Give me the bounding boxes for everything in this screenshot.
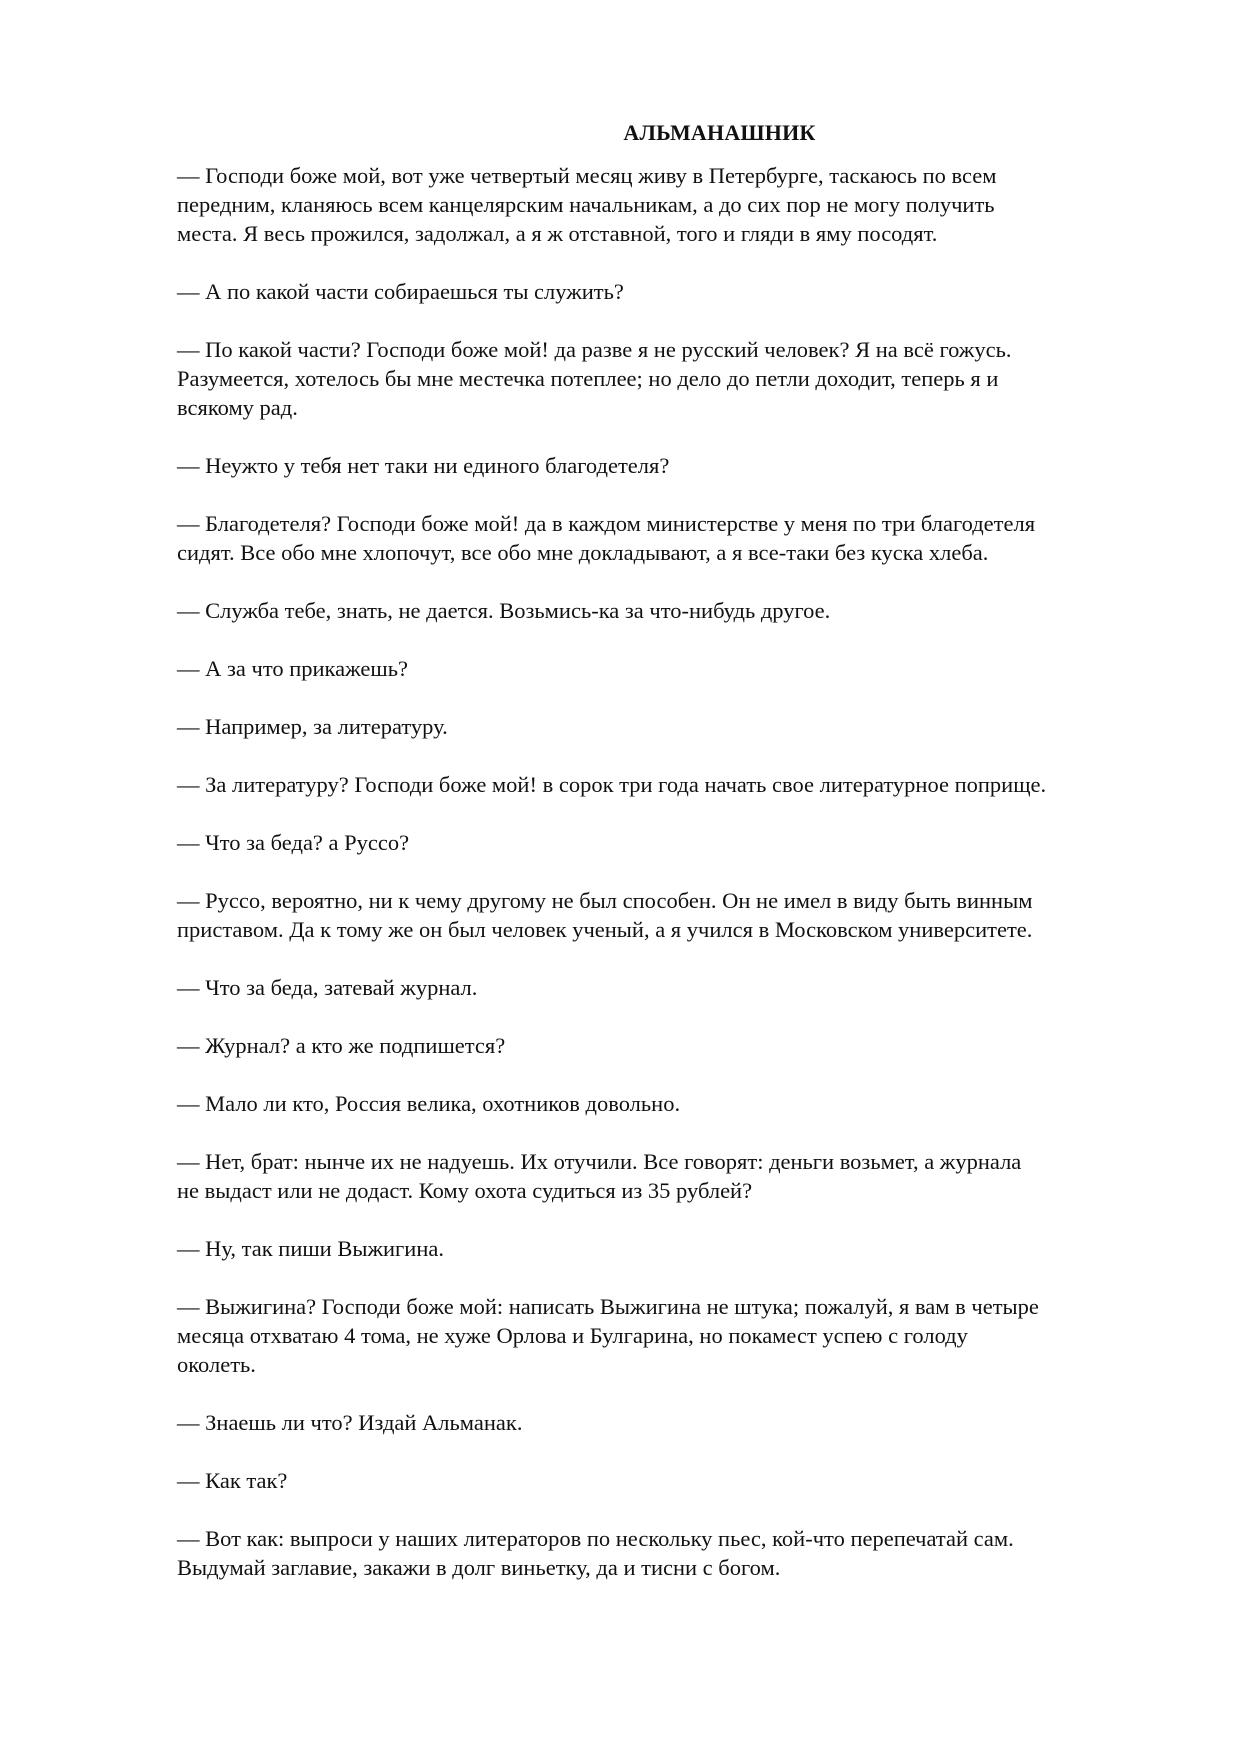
text-line: — Руссо, вероятно, ни к чему другому не был способен. Он не имел в виду быть винным — [177, 888, 1033, 913]
text-line: не выдаст или не додаст. Кому охота судиться из 35 рублей? — [177, 1178, 753, 1203]
document-page — [177, 105, 1167, 1611]
dialogue-paragraph — [177, 886, 1167, 944]
text-line: — За литературу? Господи боже мой! в сорок три года начать свое литературное поприще. — [177, 772, 1047, 797]
text-line: — Служба тебе, знать, не дается. Возьмись-ка за что-нибудь другое. — [177, 598, 831, 623]
dialogue-paragraph — [177, 596, 1167, 625]
dialogue-paragraph — [177, 451, 1167, 480]
dialogue-paragraph — [177, 1408, 1167, 1437]
text-line: — Что за беда? а Руссо? — [177, 830, 410, 855]
dialogue-paragraph — [177, 973, 1167, 1002]
text-line: — По какой части? Господи боже мой! да разве я не русский человек? Я на всё гожусь. — [177, 337, 1012, 362]
dialogue-body — [177, 161, 1167, 1582]
dialogue-paragraph — [177, 1147, 1167, 1205]
text-line: — Господи боже мой, вот уже четвертый месяц живу в Петербурге, таскаюсь по всем — [177, 163, 997, 188]
dialogue-paragraph — [177, 1524, 1167, 1582]
page-title: АЛЬМАНАШНИК — [623, 120, 816, 145]
text-line: — Как так? — [177, 1468, 288, 1493]
text-line: — Выжигина? Господи боже мой: написать Выжигина не штука; пожалуй, я вам в четыре — [177, 1294, 1039, 1319]
text-line: приставом. Да к тому же он был человек ученый, а я учился в Московском университете. — [177, 917, 1033, 942]
text-line: места. Я весь прожился, задолжал, а я ж отставной, того и гляди в яму посодят. — [177, 221, 938, 246]
text-line: — Нет, брат: нынче их не надуешь. Их отучили. Все говорят: деньги возьмет, а журнала — [177, 1149, 1022, 1174]
text-line: — Вот как: выпроси у наших литераторов по нескольку пьес, кой-что перепечатай сам. — [177, 1526, 1014, 1551]
text-line: — Что за беда, затевай журнал. — [177, 975, 478, 1000]
text-line: — Ну, так пиши Выжигина. — [177, 1236, 444, 1261]
text-line: — А за что прикажешь? — [177, 656, 408, 681]
text-line: Выдумай заглавие, закажи в долг виньетку, да и тисни с богом. — [177, 1555, 781, 1580]
text-line: всякому рад. — [177, 395, 298, 420]
dialogue-paragraph — [177, 161, 1167, 248]
dialogue-paragraph — [177, 1234, 1167, 1263]
dialogue-paragraph — [177, 1466, 1167, 1495]
dialogue-paragraph — [177, 828, 1167, 857]
text-line: — Журнал? а кто же подпишется? — [177, 1033, 506, 1058]
text-line: передним, кланяюсь всем канцелярским начальникам, а до сих пор не могу получить — [177, 192, 995, 217]
dialogue-paragraph — [177, 509, 1167, 567]
text-line: — Знаешь ли что? Издай Альманак. — [177, 1410, 523, 1435]
text-line: — Неужто у тебя нет таки ни единого благодетеля? — [177, 453, 670, 478]
dialogue-paragraph — [177, 1089, 1167, 1118]
text-line: сидят. Все обо мне хлопочут, все обо мне докладывают, а я все-таки без куска хлеба. — [177, 540, 989, 565]
text-line: — Мало ли кто, Россия велика, охотников довольно. — [177, 1091, 681, 1116]
text-line: — А по какой части собираешься ты служить? — [177, 279, 624, 304]
text-line: Разумеется, хотелось бы мне местечка потеплее; но дело до петли доходит, теперь я и — [177, 366, 999, 391]
dialogue-paragraph — [177, 1031, 1167, 1060]
dialogue-paragraph — [177, 335, 1167, 422]
text-line: — Например, за литературу. — [177, 714, 448, 739]
dialogue-paragraph — [177, 654, 1167, 683]
dialogue-paragraph — [177, 770, 1167, 799]
text-line: околеть. — [177, 1352, 256, 1377]
text-line: месяца отхватаю 4 тома, не хуже Орлова и Булгарина, но покамест успею с голоду — [177, 1323, 968, 1348]
dialogue-paragraph — [177, 1292, 1167, 1379]
dialogue-paragraph — [177, 277, 1167, 306]
dialogue-paragraph — [177, 712, 1167, 741]
text-line: — Благодетеля? Господи боже мой! да в каждом министерстве у меня по три благодетеля — [177, 511, 1036, 536]
